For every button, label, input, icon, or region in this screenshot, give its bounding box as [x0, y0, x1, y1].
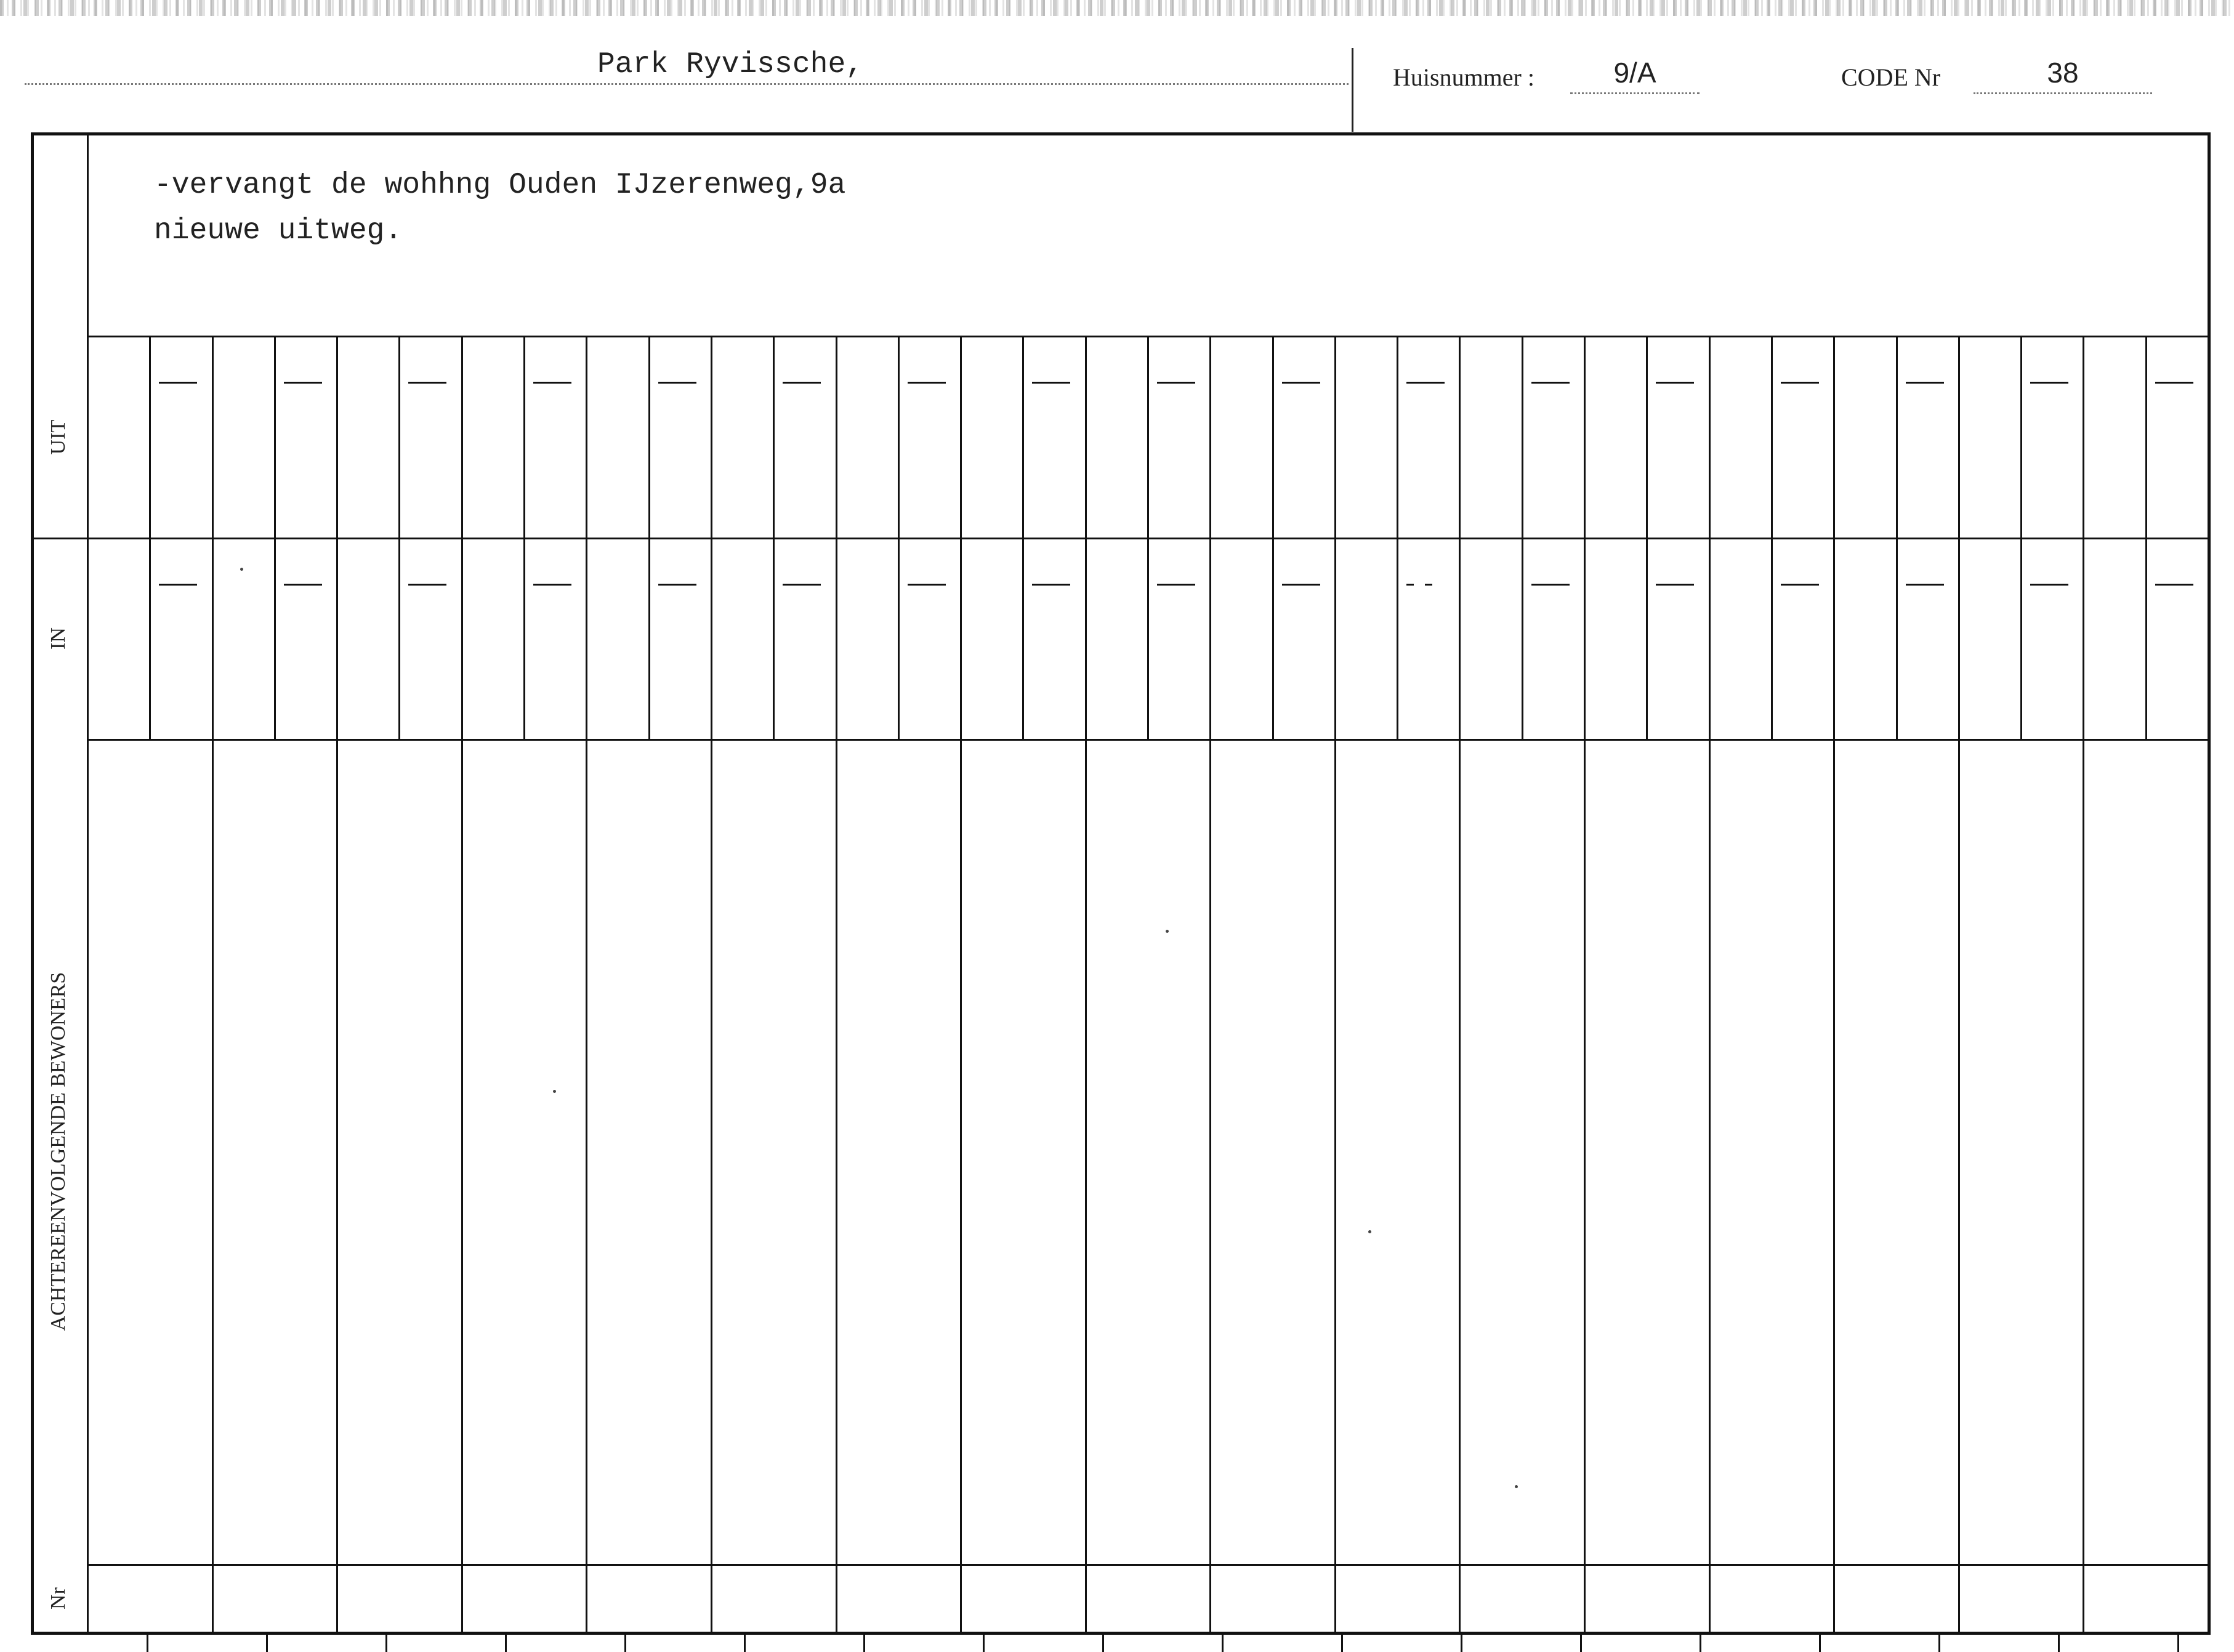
bottom-tick-mark [1580, 1635, 1582, 1652]
in-dash-mark [159, 584, 197, 586]
bottom-tick-mark [505, 1635, 507, 1652]
scan-speck [1515, 1485, 1518, 1488]
uit-dash-mark [1157, 382, 1195, 384]
in-dash-mark [284, 584, 322, 586]
bottom-tick-mark [983, 1635, 985, 1652]
in-dash-mark [1656, 584, 1694, 586]
in-dash-mark [1282, 584, 1320, 586]
scan-speck [1368, 1230, 1371, 1233]
bottom-tick-mark [1938, 1635, 1940, 1652]
bottom-tick-mark [1102, 1635, 1104, 1652]
in-row-divider [87, 739, 2208, 741]
uit-subcolumn-divider [1646, 336, 1648, 739]
uit-dash-mark [1032, 382, 1070, 384]
bottom-tick-mark [266, 1635, 268, 1652]
column-divider [1584, 336, 1586, 1632]
row-label-uit: UIT [47, 419, 70, 455]
in-dash-mark [1157, 584, 1195, 586]
in-dash-mark [1906, 584, 1944, 586]
column-divider [212, 336, 214, 1632]
uit-dash-mark [533, 382, 571, 384]
code-value: 38 [1974, 55, 2152, 94]
in-dash-mark [1781, 584, 1819, 586]
house-number-label: Huisnummer : [1393, 63, 1534, 91]
note-line-2: nieuwe uitweg. [154, 214, 403, 248]
in-dash-mark [1032, 584, 1070, 586]
uit-subcolumn-divider [2020, 336, 2022, 739]
bottom-tick-mark [863, 1635, 865, 1652]
uit-subcolumn-divider [1272, 336, 1274, 739]
bottom-tick-mark [1341, 1635, 1343, 1652]
uit-subcolumn-divider [1896, 336, 1898, 739]
uit-dash-mark [658, 382, 696, 384]
column-divider [1709, 336, 1711, 1632]
in-dash-mark [1406, 584, 1434, 586]
in-dash-mark [2030, 584, 2068, 586]
column-divider [1085, 336, 1087, 1632]
uit-subcolumn-divider [1147, 336, 1149, 739]
bottom-tick-mark [744, 1635, 746, 1652]
header-divider [1352, 48, 1353, 132]
column-divider [336, 336, 338, 1632]
scan-speck [553, 1090, 556, 1093]
bottom-tick-mark [2177, 1635, 2179, 1652]
row-label-residents: ACHTEREENVOLGENDE BEWONERS [47, 972, 70, 1331]
column-divider [1209, 336, 1211, 1632]
row-label-nr: Nr [47, 1587, 70, 1610]
column-divider [586, 336, 587, 1632]
in-dash-mark [2155, 584, 2193, 586]
uit-subcolumn-divider [398, 336, 400, 739]
column-divider [1833, 336, 1835, 1632]
in-dash-mark [783, 584, 821, 586]
uit-dash-mark [1781, 382, 1819, 384]
in-dash-mark [1531, 584, 1570, 586]
label-column-divider [87, 135, 89, 1632]
bottom-tick-mark [1222, 1635, 1224, 1652]
in-dash-mark [908, 584, 946, 586]
in-dash-mark [658, 584, 696, 586]
uit-subcolumn-divider [898, 336, 900, 739]
street-name: Park Ryvissche, [597, 48, 864, 81]
column-divider [1334, 336, 1336, 1632]
uit-subcolumn-divider [1022, 336, 1024, 739]
uit-dash-mark [1906, 382, 1944, 384]
bottom-tick-mark [385, 1635, 387, 1652]
scan-speck [240, 568, 243, 571]
column-divider [836, 336, 837, 1632]
column-divider [1459, 336, 1461, 1632]
house-number-value: 9/A [1570, 55, 1700, 94]
uit-dash-mark [2155, 382, 2193, 384]
uit-dash-mark [159, 382, 197, 384]
column-divider [461, 336, 463, 1632]
column-divider [2083, 336, 2084, 1632]
scan-edge-noise [0, 0, 2234, 16]
uit-dash-mark [783, 382, 821, 384]
bottom-tick-mark [147, 1635, 148, 1652]
bottom-tick-mark [1461, 1635, 1462, 1652]
uit-subcolumn-divider [1522, 336, 1523, 739]
uit-dash-mark [1406, 382, 1445, 384]
bottom-tick-mark [1700, 1635, 1701, 1652]
uit-subcolumn-divider [2145, 336, 2147, 739]
row-label-in: IN [47, 627, 70, 650]
uit-dash-mark [2030, 382, 2068, 384]
uit-dash-mark [284, 382, 322, 384]
uit-subcolumn-divider [274, 336, 276, 739]
uit-subcolumn-divider [149, 336, 151, 739]
uit-subcolumn-divider [648, 336, 650, 739]
scan-speck [1166, 930, 1169, 933]
bottom-tick-mark [624, 1635, 626, 1652]
uit-dash-mark [1531, 382, 1570, 384]
bottom-tick-mark [1819, 1635, 1821, 1652]
bottom-tick-mark [2058, 1635, 2060, 1652]
in-dash-mark [533, 584, 571, 586]
column-divider [711, 336, 712, 1632]
column-divider [1958, 336, 1960, 1632]
note-line-1: -vervangt de wohhng Ouden IJzerenweg,9a [154, 169, 846, 202]
residents-form-grid [31, 132, 2211, 1635]
residents-row-divider [87, 1564, 2208, 1566]
column-divider [960, 336, 962, 1632]
uit-subcolumn-divider [523, 336, 525, 739]
uit-dash-mark [908, 382, 946, 384]
uit-dash-mark [1656, 382, 1694, 384]
uit-dash-mark [408, 382, 446, 384]
uit-subcolumn-divider [1771, 336, 1773, 739]
uit-subcolumn-divider [773, 336, 775, 739]
uit-row-divider [31, 538, 2211, 539]
in-dash-mark [408, 584, 446, 586]
uit-dash-mark [1282, 382, 1320, 384]
code-label: CODE Nr [1841, 63, 1941, 91]
uit-subcolumn-divider [1397, 336, 1398, 739]
